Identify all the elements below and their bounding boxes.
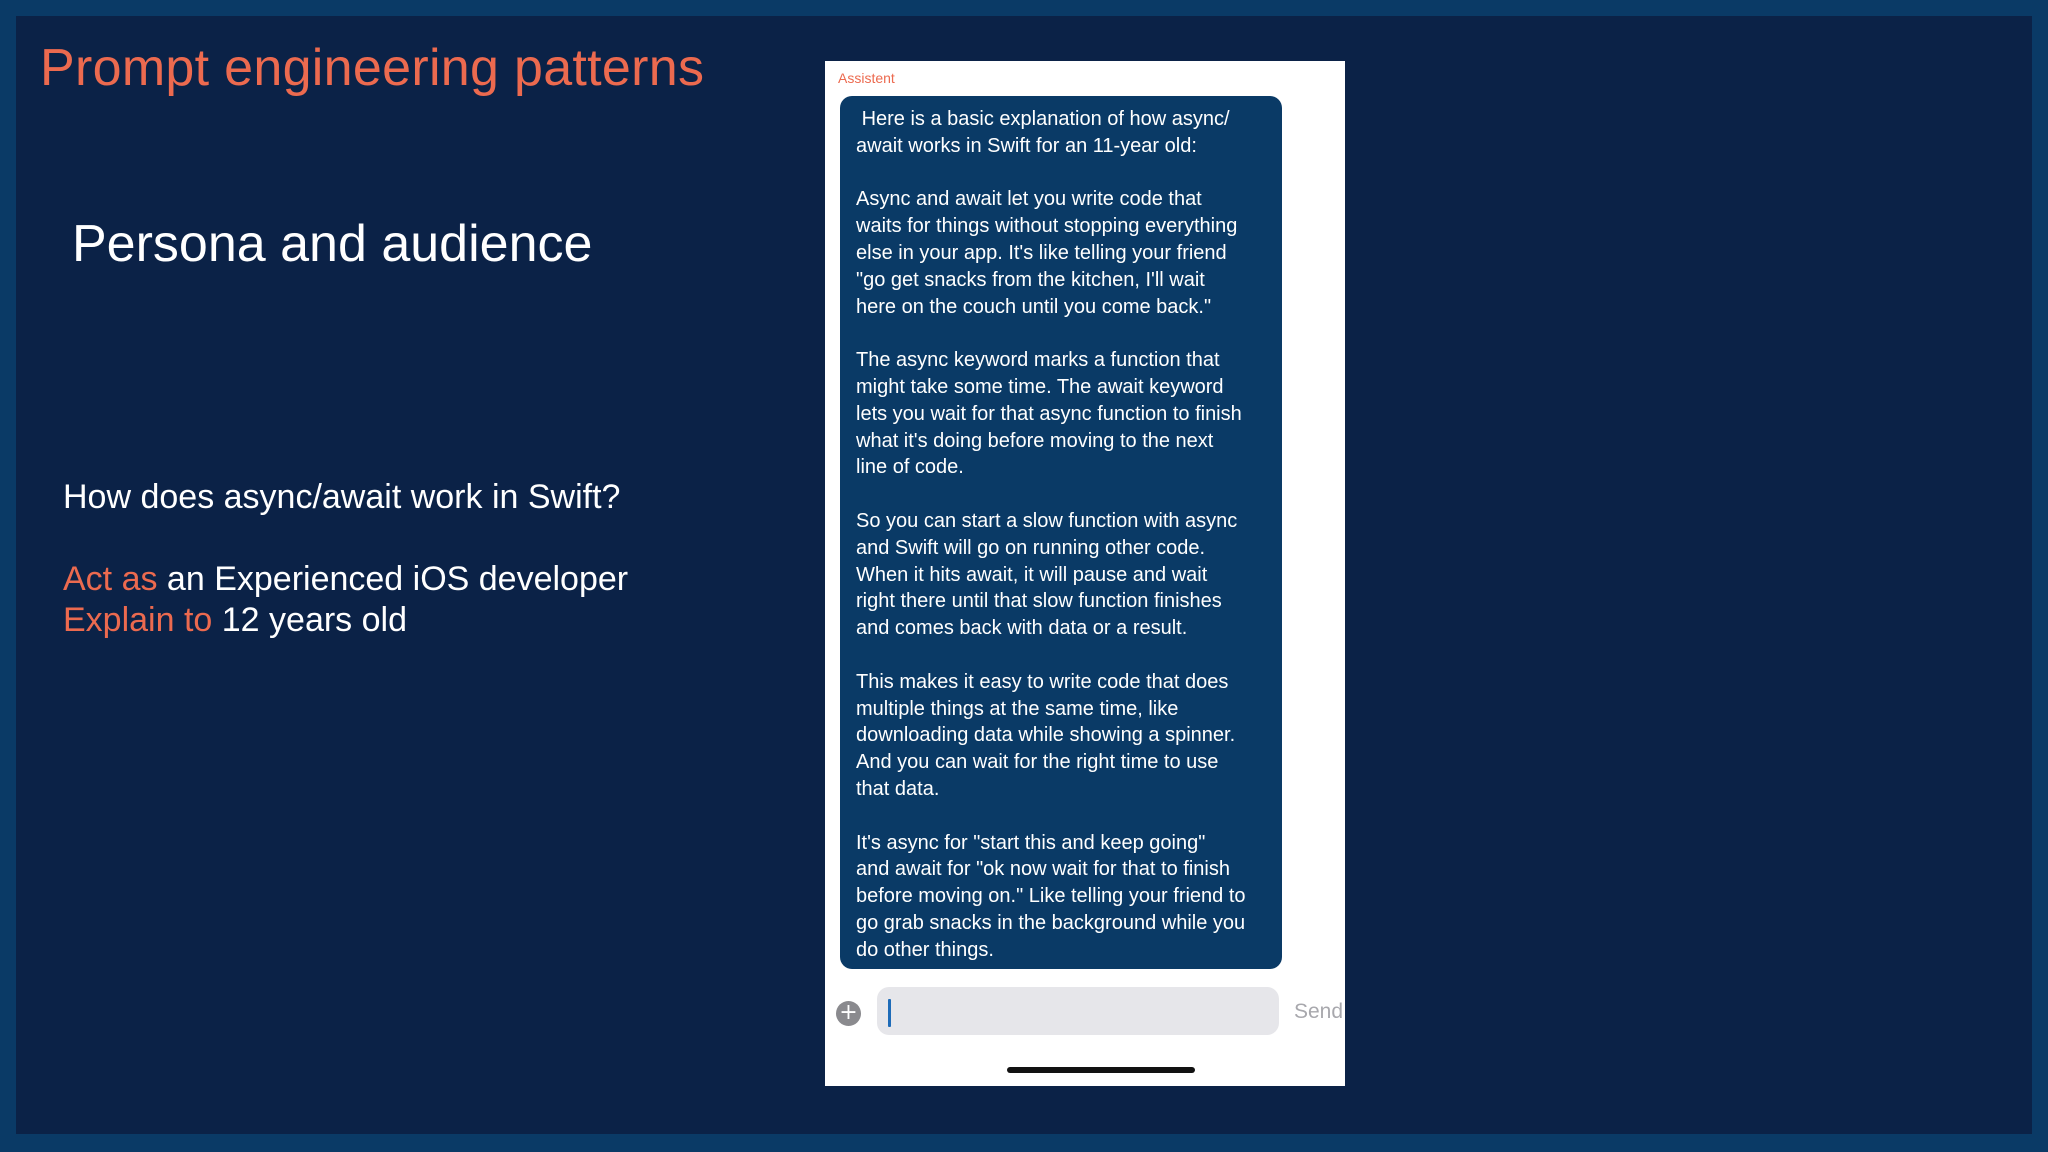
example-question: How does async/await work in Swift? bbox=[63, 478, 621, 516]
act-as-label: Act as bbox=[63, 560, 158, 598]
act-as-line bbox=[63, 560, 628, 599]
act-as-value: an Experienced iOS developer bbox=[157, 560, 629, 598]
send-button[interactable]: Send bbox=[1294, 1000, 1344, 1023]
chat-screen bbox=[825, 61, 1345, 1086]
home-indicator[interactable] bbox=[1007, 1067, 1195, 1073]
explain-to-line bbox=[63, 601, 407, 640]
plus-icon[interactable]: + bbox=[836, 1001, 861, 1026]
slide-title: Prompt engineering patterns bbox=[40, 39, 705, 97]
explain-to-label: Explain to bbox=[63, 601, 213, 639]
sender-label: Assistent bbox=[838, 70, 895, 86]
message-input[interactable] bbox=[877, 987, 1279, 1035]
assistant-message-bubble: Here is a basic explanation of how async/ await works in Swift for an 11-year old: Async and await let you write code that waits for things without stopping everything else in your app. It's like telling your friend "go get snacks from the kitchen, I'll wait here on the couch until you come back." The async keyword marks a function that might take some time. The await keyword lets you wait for that async function to finish what it's doing before moving to the next line of code. So you can start a slow function with async and Swift will go on running other code. When it hits await, it will pause and wait right there until that slow function finishes and comes back with data or a result. This makes it easy to write code that does multiple things at the same time, like downloading data while showing a spinner. And you can wait for the right time to use that data. It's async for "start this and keep going" and await for "ok now wait for that to finish before moving on." Like telling your friend to go grab snacks in the background while you do other things. bbox=[840, 96, 1282, 969]
explain-to-value: 12 years old bbox=[212, 601, 407, 639]
slide-subtitle: Persona and audience bbox=[72, 215, 593, 273]
message-composer bbox=[825, 985, 1345, 1041]
text-cursor bbox=[888, 999, 891, 1027]
